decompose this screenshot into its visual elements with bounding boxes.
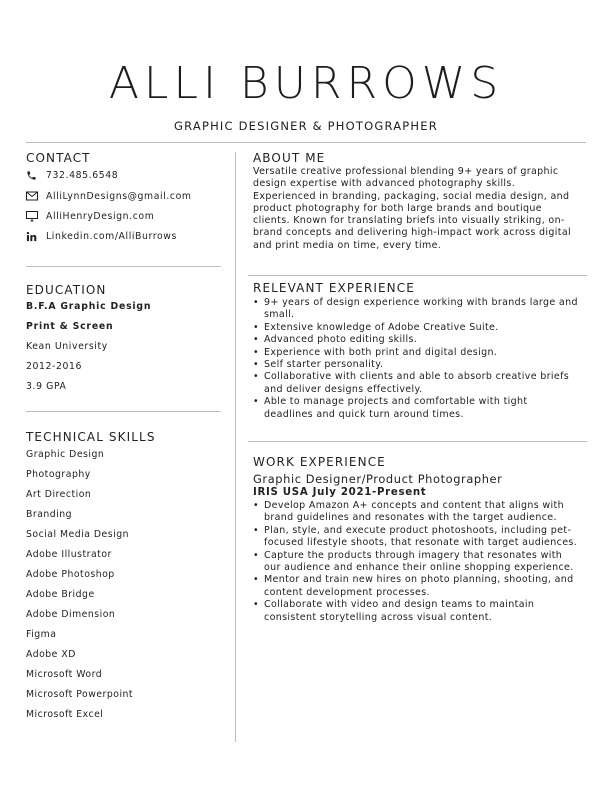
education-gpa: 3.9 GPA <box>26 381 67 392</box>
about-heading: ABOUT ME <box>253 151 326 165</box>
education-degree: B.F.A Graphic Design <box>26 301 152 312</box>
list-item: • Extensive knowledge of Adobe Creative Suite. <box>253 322 579 334</box>
list-item: • Capture the products through imagery that resonates with our audience and enhance their online shopping experience. <box>253 550 579 575</box>
skill-item: Microsoft Word <box>26 669 103 680</box>
monitor-icon <box>26 211 42 222</box>
contact-linkedin <box>26 229 177 243</box>
about-divider <box>248 275 587 276</box>
phone-icon <box>26 170 42 181</box>
relevant-list <box>253 297 579 421</box>
skill-item: Adobe XD <box>26 649 76 660</box>
skill-item: Adobe Bridge <box>26 589 95 600</box>
list-item: • Advanced photo editing skills. <box>253 334 579 346</box>
skill-item: Figma <box>26 629 57 640</box>
header-divider <box>26 142 586 143</box>
education-years: 2012-2016 <box>26 361 83 372</box>
list-item: • Self starter personality. <box>253 359 579 371</box>
resume-name: ALLI BURROWS <box>108 58 504 109</box>
skill-item: Photography <box>26 469 91 480</box>
work-list <box>253 500 579 624</box>
education-heading: EDUCATION <box>26 283 107 297</box>
list-item: • Collaborative with clients and able to absorb creative briefs and deliver designs effectively. <box>253 371 579 396</box>
contact-website <box>26 209 154 223</box>
skill-item: Microsoft Powerpoint <box>26 689 134 700</box>
list-item: • Able to manage projects and comfortable with tight deadlines and quick turn around times. <box>253 396 579 421</box>
contact-heading: CONTACT <box>26 151 91 165</box>
job-company: IRIS USA July 2021-Present <box>253 487 427 498</box>
job-title-subtitle: GRAPHIC DESIGNER & PHOTOGRAPHER <box>174 119 438 133</box>
linkedin-text[interactable]: Linkedin.com/AlliBurrows <box>46 230 177 242</box>
linkedin-icon <box>26 231 42 242</box>
skill-item: Branding <box>26 509 73 520</box>
relevant-heading: RELEVANT EXPERIENCE <box>253 281 415 295</box>
job-title: Graphic Designer/Product Photographer <box>253 472 503 486</box>
relevant-divider <box>248 441 587 442</box>
about-text: Versatile creative professional blending 9+ years of graphic design expertise with advanced photography skills. Experienced in branding, packaging, social media design, and product photography for both large brands and boutique clients. Known for translating briefs into visually striking, on-brand concepts and delivering high-impact work across digital and print media on time, every time. <box>253 166 572 251</box>
skills-heading: TECHNICAL SKILLS <box>26 430 156 444</box>
email-text[interactable]: AlliLynnDesigns@gmail.com <box>46 190 192 202</box>
column-divider <box>235 152 236 742</box>
education-school: Kean University <box>26 341 108 352</box>
list-item: • Mentor and train new hires on photo planning, shooting, and content development processes. <box>253 574 579 599</box>
list-item: • 9+ years of design experience working with brands large and small. <box>253 297 579 322</box>
education-divider <box>26 411 221 412</box>
skill-item: Graphic Design <box>26 449 105 460</box>
list-item: • Develop Amazon A+ concepts and content that aligns with brand guidelines and resonates with the target audience. <box>253 500 579 525</box>
list-item: • Collaborate with video and design teams to maintain consistent storytelling across visual content. <box>253 599 579 624</box>
contact-phone <box>26 168 118 182</box>
contact-email <box>26 189 192 203</box>
skill-item: Adobe Illustrator <box>26 549 112 560</box>
contact-divider <box>26 266 221 267</box>
list-item: • Experience with both print and digital design. <box>253 347 579 359</box>
skill-item: Microsoft Excel <box>26 709 104 720</box>
work-heading: WORK EXPERIENCE <box>253 455 386 469</box>
website-text[interactable]: AlliHenryDesign.com <box>46 210 155 222</box>
skill-item: Social Media Design <box>26 529 129 540</box>
skill-item: Art Direction <box>26 489 92 500</box>
phone-text: 732.485.6548 <box>46 169 119 181</box>
skill-item: Adobe Photoshop <box>26 569 115 580</box>
education-major: Print & Screen <box>26 321 114 332</box>
skill-item: Adobe Dimension <box>26 609 116 620</box>
envelope-icon <box>26 191 42 201</box>
list-item: • Plan, style, and execute product photoshoots, including pet-focused lifestyle shoots, that resonate with target audiences. <box>253 525 579 550</box>
